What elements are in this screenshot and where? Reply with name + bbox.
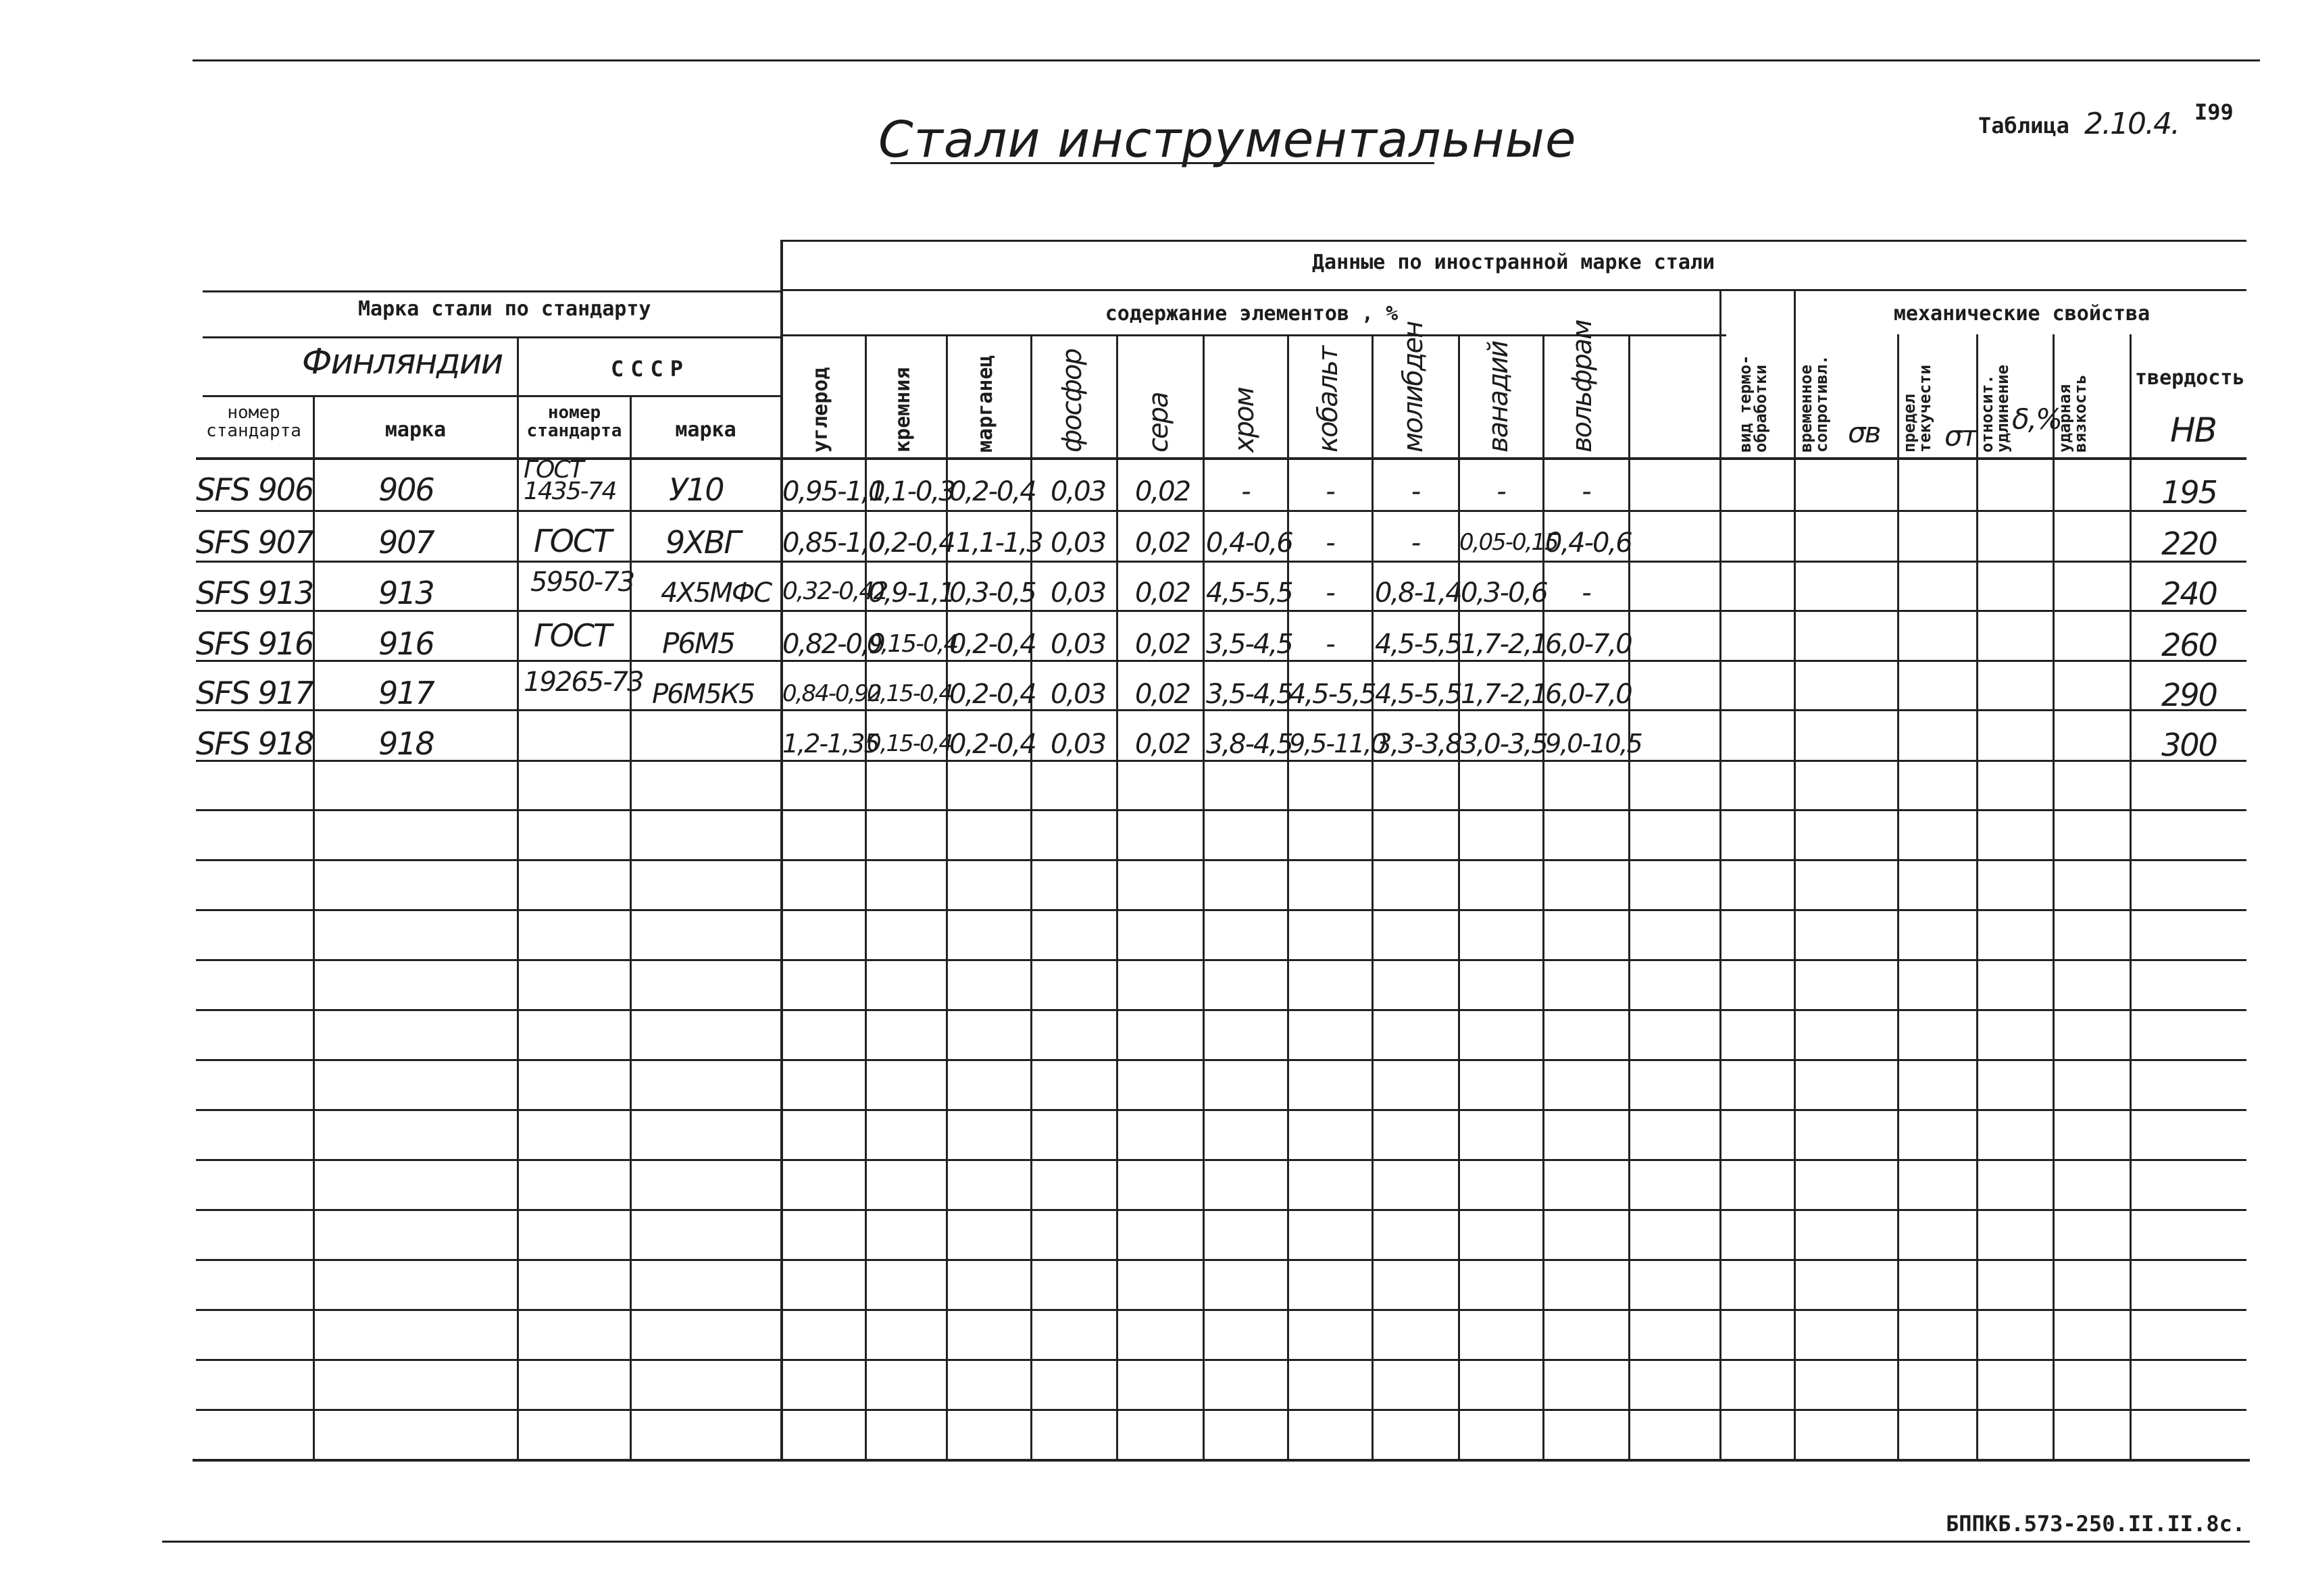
ussr-header: СССР bbox=[610, 356, 690, 382]
row2-w: 0,4-0,6 bbox=[1545, 527, 1632, 559]
row1-std: SFS 906 bbox=[196, 471, 313, 508]
row5-p: 0,03 bbox=[1051, 679, 1106, 710]
mech-symbol-yield: σт bbox=[1944, 419, 1977, 453]
row1-si: 0,1-0,3 bbox=[868, 476, 955, 507]
grid-h bbox=[196, 760, 2246, 762]
row4-co: - bbox=[1326, 629, 1334, 660]
row3-hb: 240 bbox=[2161, 575, 2217, 612]
row4-mn: 0,2-0,4 bbox=[949, 629, 1036, 660]
row1-mo: - bbox=[1411, 476, 1420, 507]
row6-si: 0,15-0,4 bbox=[867, 730, 953, 757]
row5-hb: 290 bbox=[2161, 677, 2217, 713]
mechanical-header: механические свойства bbox=[1893, 302, 2150, 326]
row2-hb: 220 bbox=[2161, 525, 2217, 562]
row3-std: SFS 913 bbox=[196, 575, 313, 611]
row1-cr: - bbox=[1241, 476, 1250, 507]
heat-treatment-header: вид термо- обработки bbox=[1736, 355, 1770, 453]
ussr-grade-header: марка bbox=[675, 418, 736, 442]
elements-header: содержание элементов , % bbox=[1105, 302, 1399, 326]
row4-w: 6,0-7,0 bbox=[1545, 629, 1632, 660]
row5-ussr-std: 19265-73 bbox=[524, 667, 643, 698]
row4-p: 0,03 bbox=[1051, 629, 1106, 660]
element-header-cobalt: кобальт bbox=[1313, 346, 1344, 453]
row1-w: - bbox=[1582, 476, 1590, 507]
row5-ussr-grade: Р6М5К5 bbox=[652, 679, 755, 710]
row5-c: 0,84-0,92 bbox=[782, 680, 881, 707]
row2-ussr-std: ГОСТ bbox=[534, 523, 611, 559]
row6-p: 0,03 bbox=[1051, 729, 1106, 760]
hardness-header: твердость bbox=[2135, 366, 2245, 390]
row1-ussr-std: ГОСТ 1435-74 bbox=[524, 456, 616, 506]
row1-mn: 0,2-0,4 bbox=[949, 476, 1036, 507]
element-header-sulfur: сера bbox=[1143, 392, 1174, 453]
finland-std-number-header: номер стандарта bbox=[206, 403, 301, 442]
row3-co: - bbox=[1326, 577, 1334, 609]
row1-v: - bbox=[1496, 476, 1505, 507]
grid-v bbox=[2053, 334, 2055, 1459]
element-header-vanadium: ванадий bbox=[1483, 341, 1514, 453]
row6-c: 1,2-1,35 bbox=[782, 729, 879, 758]
table-label: Таблица bbox=[1978, 113, 2069, 138]
row6-s: 0,02 bbox=[1135, 729, 1190, 760]
mech-header-impact: ударная вязкость bbox=[2055, 374, 2090, 453]
row5-w: 6,0-7,0 bbox=[1545, 679, 1632, 710]
row2-mo: - bbox=[1411, 527, 1420, 559]
grid-h bbox=[203, 395, 780, 397]
grid-h bbox=[196, 510, 2246, 512]
mech-symbol-tensile: σв bbox=[1848, 416, 1880, 449]
row3-p: 0,03 bbox=[1051, 577, 1106, 609]
grid-h bbox=[196, 561, 2246, 563]
grid-v bbox=[1794, 289, 1796, 1459]
row6-grade: 918 bbox=[378, 725, 434, 762]
grid-h bbox=[196, 1259, 2246, 1261]
row6-mn: 0,2-0,4 bbox=[949, 729, 1036, 760]
row3-si: 0,9-1,1 bbox=[868, 577, 955, 609]
footer-code: БППКБ.573-250.II.II.8с. bbox=[1946, 1511, 2246, 1537]
grid-h bbox=[196, 457, 2246, 460]
mech-header-elongation: относит. удлинение bbox=[1978, 364, 2012, 453]
row2-ussr-grade: 9ХВГ bbox=[665, 524, 740, 561]
finland-header: Финляндии bbox=[301, 342, 503, 382]
grid-v bbox=[517, 336, 519, 1459]
row2-p: 0,03 bbox=[1051, 527, 1106, 559]
row3-grade: 913 bbox=[378, 575, 434, 611]
row2-si: 0,2-0,4 bbox=[868, 527, 955, 559]
element-header-carbon: углерод bbox=[809, 367, 832, 453]
grid-h bbox=[196, 1059, 2246, 1061]
grid-h bbox=[196, 1009, 2246, 1011]
grid-h bbox=[196, 909, 2246, 911]
row5-mn: 0,2-0,4 bbox=[949, 679, 1036, 710]
grid-v bbox=[313, 395, 315, 1459]
row4-s: 0,02 bbox=[1135, 629, 1190, 660]
grid-v bbox=[1719, 289, 1721, 1459]
row4-c: 0,82-0,9 bbox=[782, 629, 885, 660]
element-header-silicon: кремния bbox=[891, 367, 915, 453]
row4-hb: 260 bbox=[2161, 627, 2217, 663]
row2-cr: 0,4-0,6 bbox=[1206, 527, 1292, 559]
row5-co: 4,5-5,5 bbox=[1289, 679, 1376, 710]
row6-v: 3,0-3,5 bbox=[1461, 729, 1547, 760]
grid-v bbox=[1116, 334, 1118, 1459]
grid-h bbox=[196, 1359, 2246, 1361]
element-header-phosphorus: фосфор bbox=[1057, 349, 1088, 453]
grid-h bbox=[196, 1309, 2246, 1311]
grid-v bbox=[630, 395, 632, 1459]
row5-v: 1,7-2,1 bbox=[1461, 679, 1547, 710]
row2-grade: 907 bbox=[378, 524, 434, 561]
element-header-molybdenum: молибден bbox=[1398, 321, 1429, 453]
row1-co: - bbox=[1326, 476, 1334, 507]
row5-grade: 917 bbox=[378, 675, 434, 711]
row3-ussr-grade: 4Х5МФС bbox=[661, 577, 772, 609]
row5-s: 0,02 bbox=[1135, 679, 1190, 710]
row4-v: 1,7-2,1 bbox=[1461, 629, 1547, 660]
row3-v: 0,3-0,6 bbox=[1461, 577, 1547, 609]
row3-mn: 0,3-0,5 bbox=[949, 577, 1036, 609]
grid-h bbox=[196, 809, 2246, 811]
row3-s: 0,02 bbox=[1135, 577, 1190, 609]
grid-v bbox=[1897, 334, 1899, 1459]
row2-co: - bbox=[1326, 527, 1334, 559]
row2-std: SFS 907 bbox=[196, 524, 313, 561]
row2-mn: 1,1-1,3 bbox=[956, 527, 1042, 559]
top-border bbox=[193, 59, 2260, 61]
row1-grade: 906 bbox=[378, 471, 434, 508]
row2-c: 0,85-1,0 bbox=[782, 527, 885, 559]
grid-h bbox=[780, 289, 2246, 291]
row4-grade: 916 bbox=[378, 625, 434, 662]
row3-cr: 4,5-5,5 bbox=[1206, 577, 1292, 609]
row6-std: SFS 918 bbox=[196, 725, 313, 762]
grid-h bbox=[196, 859, 2246, 861]
row2-s: 0,02 bbox=[1135, 527, 1190, 559]
row1-p: 0,03 bbox=[1051, 476, 1106, 507]
mech-header-tensile: временное сопротивл. bbox=[1796, 355, 1831, 453]
row6-hb: 300 bbox=[2161, 727, 2217, 763]
row1-s: 0,02 bbox=[1135, 476, 1190, 507]
element-header-manganese: марганец bbox=[974, 355, 997, 453]
grid-h bbox=[196, 1409, 2246, 1411]
grid-h bbox=[196, 959, 2246, 961]
table-number: 2.10.4. bbox=[2084, 107, 2179, 141]
mech-header-yield: предел текучести bbox=[1900, 364, 1934, 453]
ussr-std-number-header: номер стандарта bbox=[526, 403, 622, 442]
page-title: Стали инструментальные bbox=[878, 111, 1577, 169]
grid-h bbox=[196, 610, 2246, 612]
finland-grade-header: марка bbox=[384, 418, 447, 442]
grid-v bbox=[780, 240, 783, 1459]
grid-h bbox=[780, 240, 2246, 242]
row4-ussr-std: ГОСТ bbox=[534, 617, 611, 654]
row6-co: 9,5-11,0 bbox=[1289, 729, 1386, 758]
row4-si: 0,15-0,4 bbox=[867, 630, 958, 658]
row1-ussr-grade: У10 bbox=[669, 471, 724, 508]
grid-h bbox=[196, 660, 2246, 662]
row1-hb: 195 bbox=[2161, 474, 2217, 511]
row5-cr: 3,5-4,5 bbox=[1206, 679, 1292, 710]
row1-c: 0,95-1,1 bbox=[782, 476, 885, 507]
grid-h bbox=[193, 1459, 2250, 1462]
row3-ussr-std: 5950-73 bbox=[530, 567, 634, 598]
row4-cr: 3,5-4,5 bbox=[1206, 629, 1292, 660]
row6-w: 9,0-10,5 bbox=[1545, 729, 1642, 758]
hardness-unit: HB bbox=[2170, 411, 2216, 450]
row3-mo: 0,8-1,4 bbox=[1375, 577, 1461, 609]
grid-h bbox=[203, 336, 780, 338]
page-number: I99 bbox=[2194, 99, 2234, 125]
row2-v: 0,05-0,15 bbox=[1459, 529, 1558, 556]
title-underline bbox=[890, 162, 1434, 164]
grid-v bbox=[1628, 334, 1630, 1459]
grade-by-standard-header: Марка стали по стандарту bbox=[358, 297, 651, 321]
grid-h bbox=[203, 290, 780, 292]
mech-symbol-elongation: δ,% bbox=[2012, 403, 2061, 436]
row5-si: 0,15-0,4 bbox=[867, 680, 953, 707]
foreign-data-header: Данные по иностранной марке стали bbox=[1311, 251, 1715, 274]
row3-c: 0,32-0,42 bbox=[782, 577, 888, 605]
grid-v bbox=[1976, 334, 1978, 1459]
row3-w: - bbox=[1582, 577, 1590, 609]
grid-h bbox=[196, 1159, 2246, 1161]
row4-ussr-grade: Р6М5 bbox=[662, 627, 735, 660]
row5-mo: 4,5-5,5 bbox=[1375, 679, 1461, 710]
bottom-border bbox=[162, 1541, 2250, 1543]
row6-mo: 3,3-3,8 bbox=[1375, 729, 1461, 760]
row5-std: SFS 917 bbox=[196, 675, 313, 711]
element-header-chromium: хром bbox=[1229, 388, 1260, 453]
row6-cr: 3,8-4,5 bbox=[1206, 729, 1292, 760]
row4-std: SFS 916 bbox=[196, 625, 313, 662]
grid-h bbox=[196, 1209, 2246, 1211]
row4-mo: 4,5-5,5 bbox=[1375, 629, 1461, 660]
element-header-tungsten: вольфрам bbox=[1567, 320, 1598, 453]
grid-h bbox=[196, 1109, 2246, 1111]
